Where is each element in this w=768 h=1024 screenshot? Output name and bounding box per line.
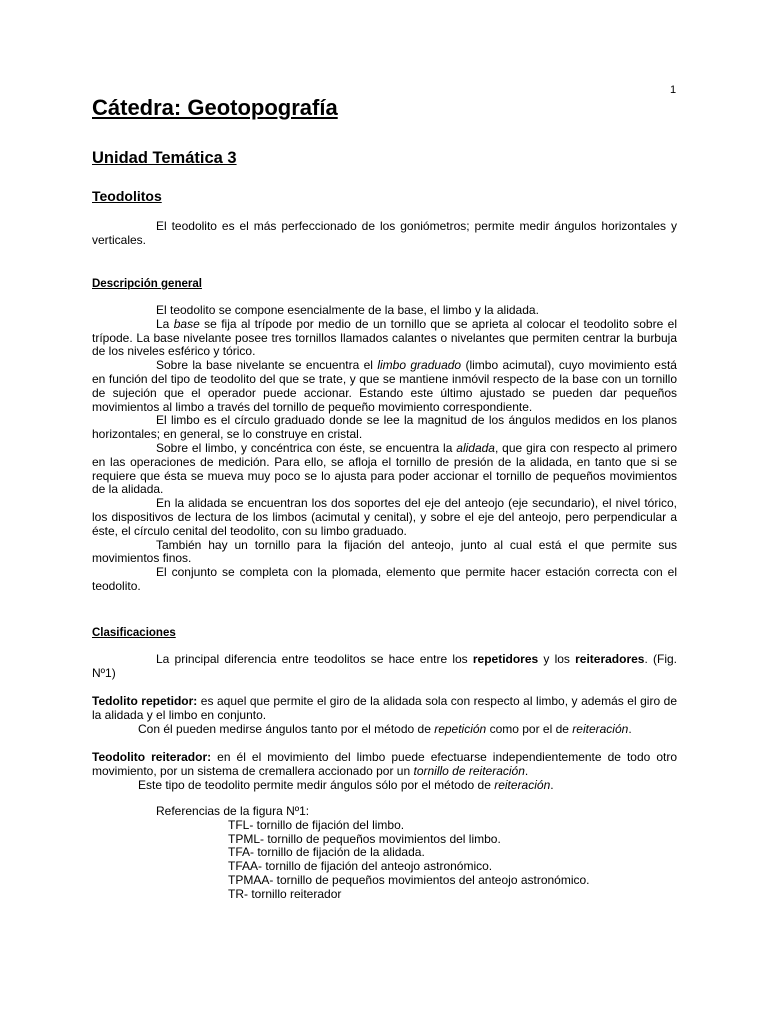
paragraph: En la alidada se encuentran los dos soportes del eje del anteojo (eje secundario), el nivel tórico, los dispositivos de lectura de los limbos (acimutal y cenital), y sobre el eje del anteojo, pero perpendicular a éste, el círculo cenital del teodolito, con su limbo graduado. <box>92 496 677 538</box>
paragraph: El conjunto se completa con la plomada, elemento que permite hacer estación correcta con el teodolito. <box>92 565 677 593</box>
reference-item: TFL- tornillo de fijación del limbo. <box>228 817 405 832</box>
paragraph: La base se fija al trípode por medio de un tornillo que se aprieta al colocar el teodolito sobre el trípode. La base nivelante posee tres tornillos llamados calantes o nivelantes que permiten centrar la burbuja de los niveles esférico y tórico. <box>92 316 677 359</box>
repetidor-block <box>92 695 677 736</box>
paragraph: También hay un tornillo para la fijación del anteojo, junto al cual está el que permite sus movimientos finos. <box>92 537 677 566</box>
paragraph: Teodolito reiterador: en él el movimiento del limbo puede efectuarse independientemente de todo otro movimiento, por un sistema de cremallera accionado por un tornillo de reiteración. <box>92 750 677 778</box>
document-title: Cátedra: Geotopografía <box>92 95 338 120</box>
topic-title: Teodolitos <box>92 188 162 204</box>
paragraph: La principal diferencia entre teodolitos se hace entre los repetidores y los reiteradores. (Fig. Nº1) <box>92 652 678 680</box>
paragraph: Sobre el limbo, y concéntrica con éste, se encuentra la alidada, que gira con respecto al primero en las operaciones de medición. Para ello, se afloja el tornillo de presión de la alidada, en tanto que si se requiere que ésta se mueva muy poco se lo ajusta para poder accionar el tornillo de pequeños movimientos de la alidada. <box>92 440 677 497</box>
intro-paragraph: El teodolito es el más perfeccionado de los goniómetros; permite medir ángulos horizontales y verticales. <box>92 219 677 247</box>
section-heading-clasificaciones: Clasificaciones <box>92 627 176 639</box>
paragraph: Tedolito repetidor: es aquel que permite el giro de la alidada sola con respecto al limbo, y además el giro de la alidada y el limbo en conjunto. <box>92 694 678 722</box>
reference-item: TFAA- tornillo de fijación del anteojo astronómico. <box>228 859 493 874</box>
section-heading-descripcion: Descripción general <box>92 278 202 290</box>
page-number: 1 <box>670 84 677 96</box>
paragraph: El limbo es el círculo graduado donde se lee la magnitud de los ángulos medidos en los planos horizontales; en general, se lo construye en cristal. <box>92 413 677 442</box>
reiterador-block <box>92 751 677 792</box>
reference-item: TFA- tornillo de fijación de la alidada. <box>228 845 425 860</box>
clasificaciones-block <box>92 653 677 681</box>
reference-item: TPML- tornillo de pequeños movimientos del limbo. <box>228 831 501 846</box>
paragraph: Este tipo de teodolito permite medir ángulos sólo por el método de reiteración. <box>138 777 554 792</box>
paragraph: Sobre la base nivelante se encuentra el limbo graduado (limbo acimutal), cuyo movimiento está en función del tipo de teodolito del que se trate, y que se mantiene inmóvil respecto de la base con un tornillo de sujeción que el operador puede accionar. Estando este último ajustado se pueden dar pequeños movimientos al limbo a través del tornillo de pequeño movimiento correspondiente. <box>92 358 677 414</box>
references-heading: Referencias de la figura Nº1: <box>156 804 310 818</box>
paragraph: Con él pueden medirse ángulos tanto por el método de repetición como por el de reiteración. <box>138 721 632 736</box>
descripcion-block <box>92 304 677 594</box>
intro-block <box>92 220 677 248</box>
paragraph: El teodolito se compone esencialmente de la base, el limbo y la alidada. <box>156 303 539 317</box>
references-list <box>156 805 590 902</box>
unit-title: Unidad Temática 3 <box>92 149 237 167</box>
reference-item: TPMAA- tornillo de pequeños movimientos del anteojo astronómico. <box>228 872 590 887</box>
reference-item: TR- tornillo reiterador <box>228 886 342 901</box>
